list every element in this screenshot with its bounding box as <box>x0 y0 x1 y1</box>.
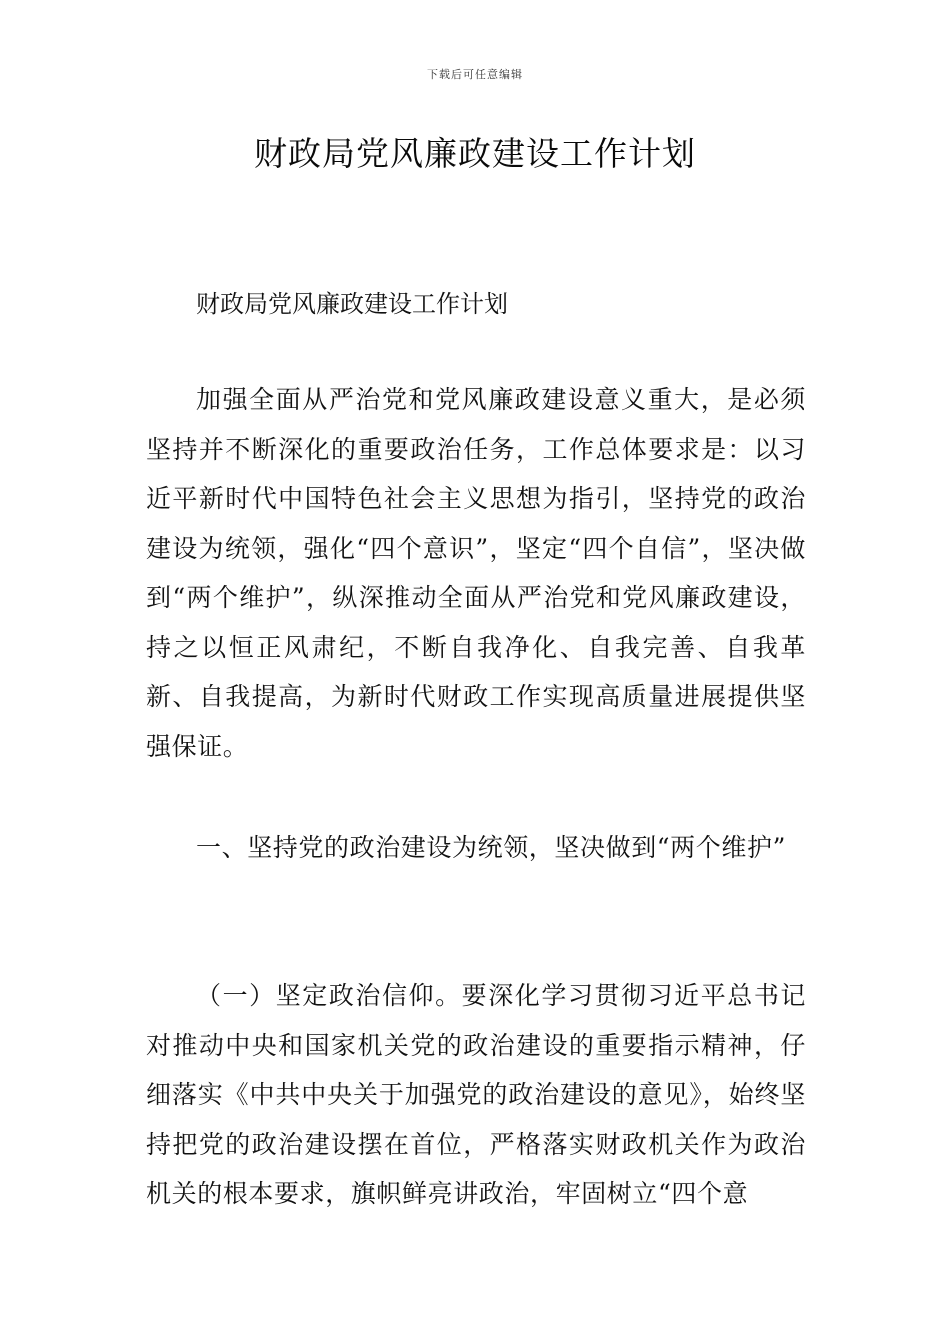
document-subtitle: 财政局党风廉政建设工作计划 <box>196 290 508 318</box>
paragraph-section-1-1: （一）坚定政治信仰。要深化学习贯彻习近平总书记对推动中央和国家机关党的政治建设的重要指示精神，仔细落实《中共中央关于加强党的政治建设的意见》，始终坚持把党的政治建设摆在首位，严格落实财政机关作为政治机关的根本要求，旗帜鲜亮讲政治，牢固树立“四个意 <box>146 981 806 1208</box>
section-heading-1: 一、坚持党的政治建设为统领，坚决做到“两个维护” <box>196 833 786 862</box>
header-note: 下载后可任意编辑 <box>427 68 523 81</box>
document-title: 财政局党风廉政建设工作计划 <box>254 134 696 173</box>
paragraph-intro: 加强全面从严治党和党风廉政建设意义重大，是必须坚持并不断深化的重要政治任务，工作总体要求是：以习近平新时代中国特色社会主义思想为指引，坚持党的政治建设为统领，强化“四个意识”，坚定“四个自信”，坚决做到“两个维护”，纵深推动全面从严治党和党风廉政建设，持之以恒正风肃纪，不断自我净化、自我完善、自我革新、自我提高，为新时代财政工作实现高质量进展提供坚强保证。 <box>146 385 806 761</box>
